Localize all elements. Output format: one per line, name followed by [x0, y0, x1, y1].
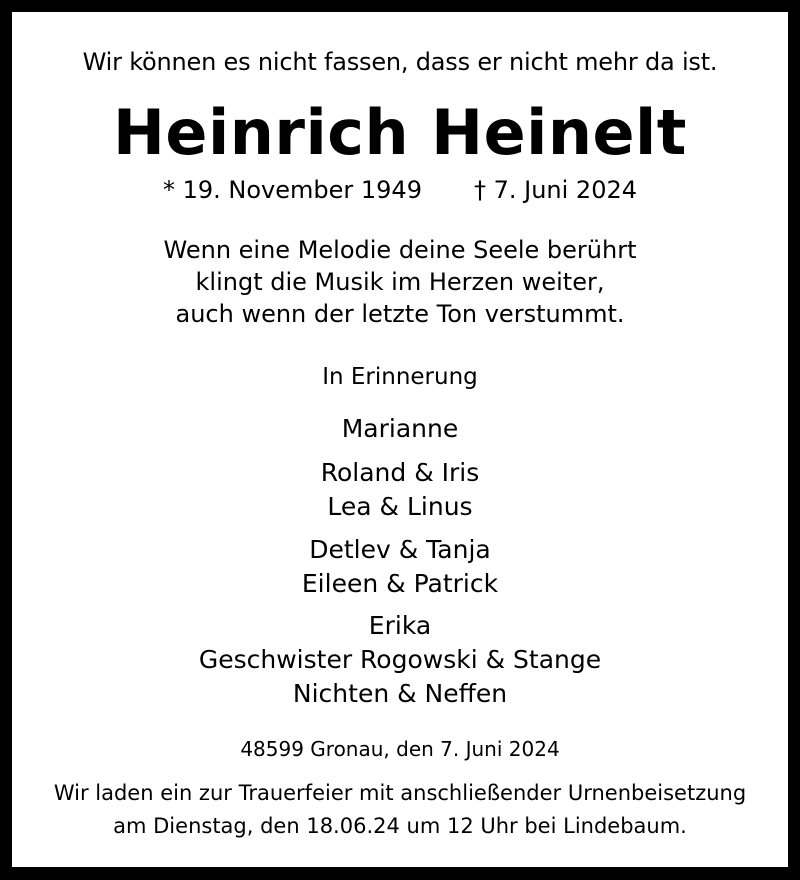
death-date: † 7. Juni 2024 [473, 176, 637, 204]
obituary-notice [12, 12, 788, 867]
invitation-line: Wir laden ein zur Trauerfeier mit anschließender Urnenbeisetzung [53, 781, 747, 805]
mourner-name: Roland & Iris [320, 458, 480, 487]
mourner-group [12, 412, 788, 446]
birth-date: * 19. November 1949 [162, 176, 422, 204]
mourner-name: Marianne [341, 414, 459, 443]
mourner-group [12, 533, 788, 601]
funeral-invitation [12, 777, 788, 843]
mourner-name: Detlev & Tanja [309, 535, 491, 564]
remembrance-label: In Erinnerung [322, 364, 478, 390]
poem-line: klingt die Musik im Herzen weiter, [195, 268, 605, 296]
mourner-name: Geschwister Rogowski & Stange [198, 645, 602, 674]
place-and-date: 48599 Gronau, den 7. Juni 2024 [240, 737, 560, 761]
poem-line: Wenn eine Melodie deine Seele berührt [163, 236, 637, 264]
mourner-group [12, 456, 788, 524]
mourner-name: Lea & Linus [327, 492, 473, 521]
intro-text: Wir können es nicht fassen, dass er nicht mehr da ist. [82, 48, 718, 76]
deceased-name: Heinrich Heinelt [113, 96, 687, 169]
mourner-name: Erika [368, 611, 432, 640]
mourner-name: Eileen & Patrick [301, 569, 499, 598]
poem [12, 234, 788, 330]
mourner-name: Nichten & Neffen [292, 679, 508, 708]
poem-line: auch wenn der letzte Ton verstummt. [175, 300, 625, 328]
life-dates [12, 176, 788, 204]
invitation-line: am Dienstag, den 18.06.24 um 12 Uhr bei Lindebaum. [113, 814, 687, 838]
mourner-group [12, 609, 788, 711]
